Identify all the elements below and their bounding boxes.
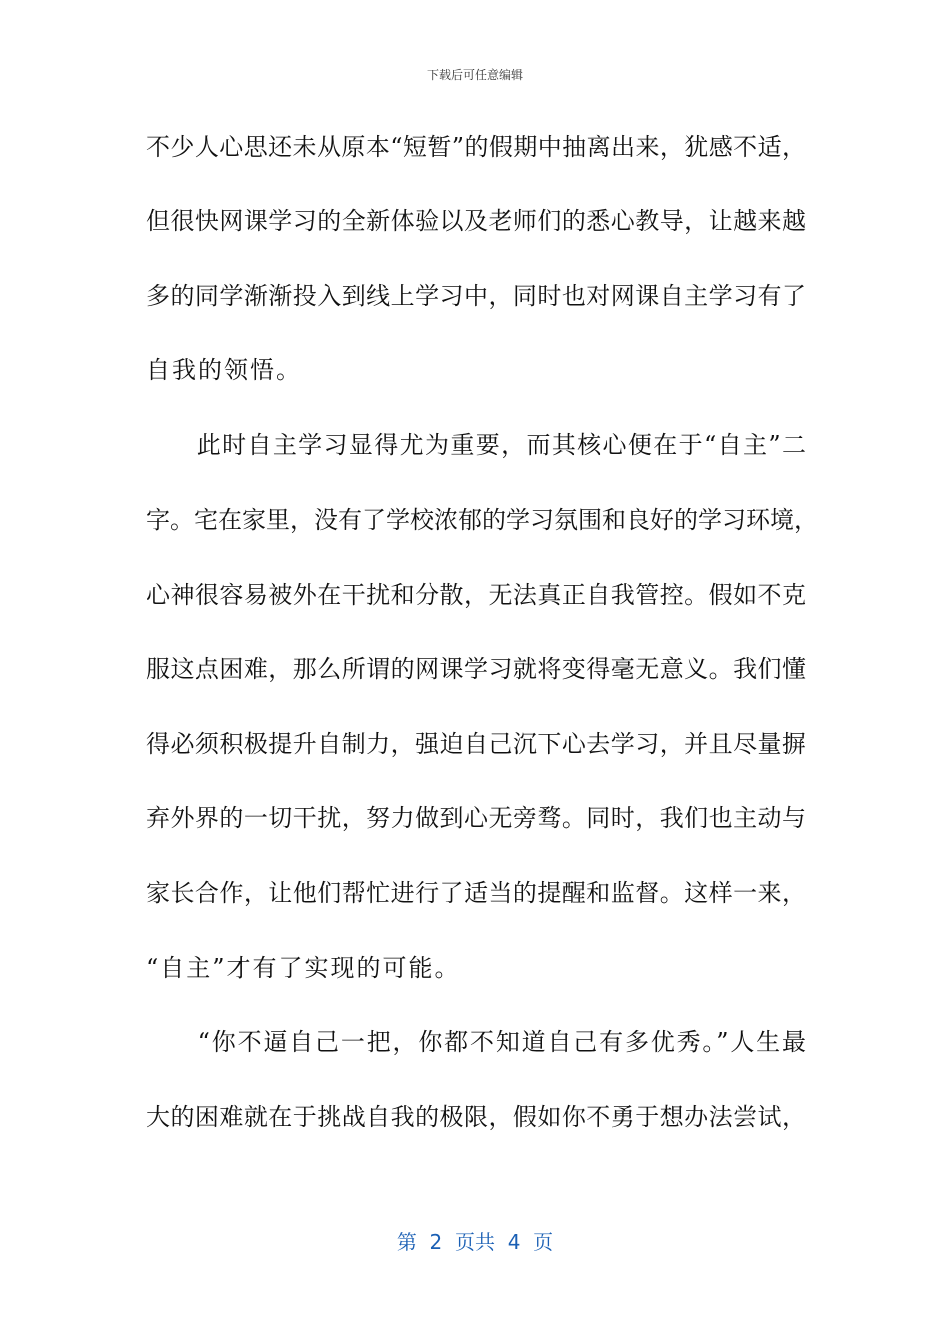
body-line: 弃外界的一切干扰，努力做到心无旁骛。同时，我们也主动与 — [146, 804, 806, 832]
body-line: 不少人心思还未从原本“短暂”的假期中抽离出来，犹感不适， — [146, 133, 806, 161]
body-line: “自主”才有了实现的可能。 — [146, 954, 461, 982]
body-line: 字。宅在家里，没有了学校浓郁的学习氛围和良好的学习环境， — [146, 506, 818, 534]
body-line: 得必须积极提升自制力，强迫自己沉下心去学习，并且尽量摒 — [146, 730, 806, 758]
body-line: 多的同学渐渐投入到线上学习中，同时也对网课自主学习有了 — [146, 282, 806, 310]
body-line: 但很快网课学习的全新体验以及老师们的悉心教导，让越来越 — [146, 207, 806, 235]
body-line: 自我的领悟。 — [146, 356, 302, 384]
page-number-footer: 第 2 页共 4 页 — [396, 1230, 554, 1254]
body-line: 服这点困难，那么所谓的网课学习就将变得毫无意义。我们懂 — [146, 655, 806, 683]
body-line: “你不逼自己一把，你都不知道自己有多优秀。”人生最 — [146, 1028, 806, 1056]
body-line: 此时自主学习显得尤为重要，而其核心便在于“自主”二 — [146, 431, 806, 459]
body-line: 家长合作，让他们帮忙进行了适当的提醒和监督。这样一来， — [146, 879, 806, 907]
body-line: 大的困难就在于挑战自我的极限，假如你不勇于想办法尝试， — [146, 1103, 806, 1131]
body-line: 心神很容易被外在干扰和分散，无法真正自我管控。假如不克 — [146, 581, 806, 609]
page-header: 下载后可任意编辑 — [426, 68, 523, 82]
